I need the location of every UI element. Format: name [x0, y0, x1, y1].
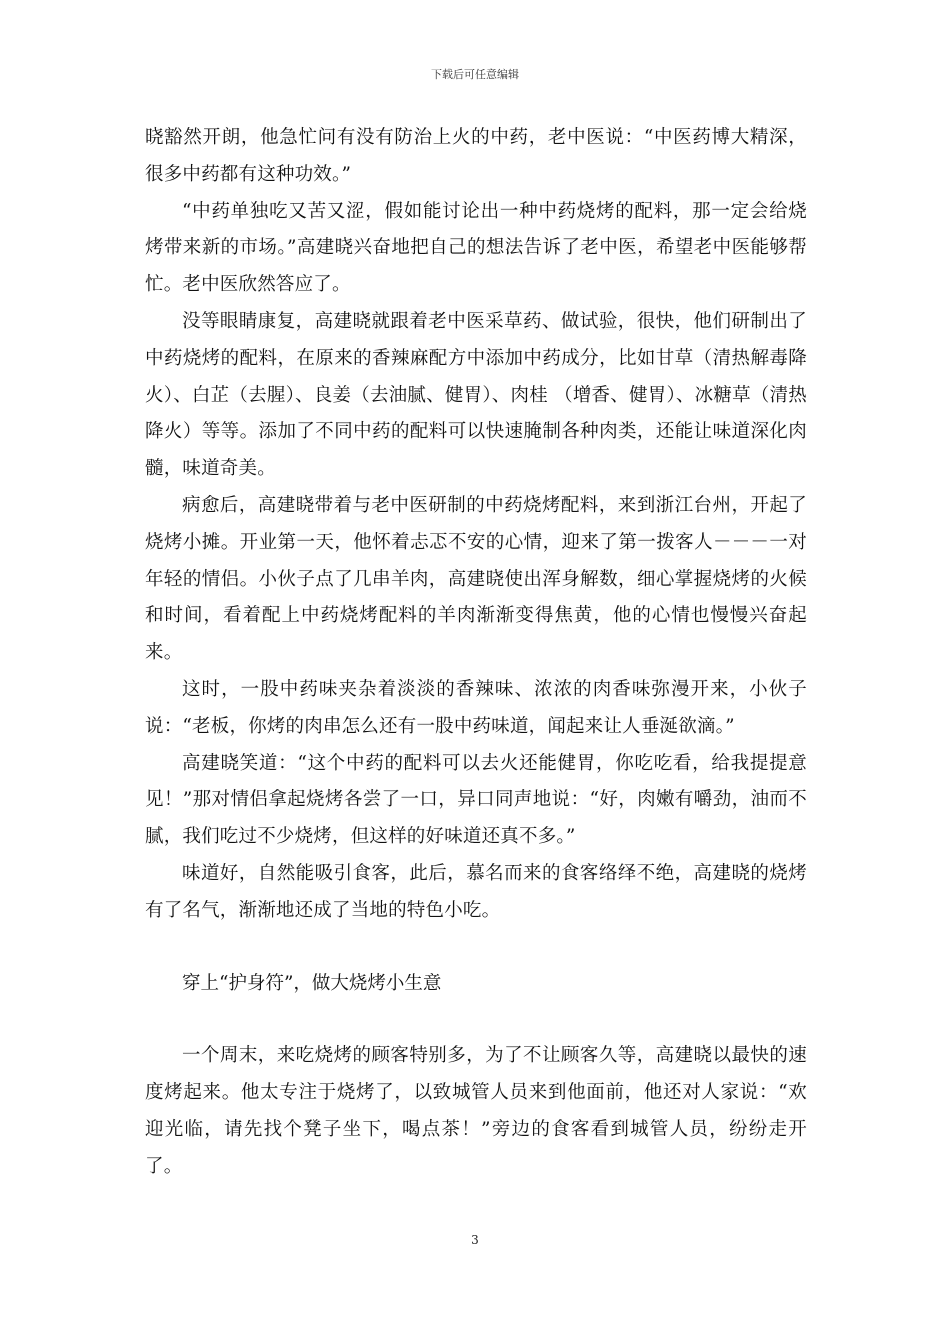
- paragraph-1: 晓豁然开朗，他急忙问有没有防治上火的中药，老中医说：“中医药博大精深，很多中药都有这种功效。”: [145, 127, 807, 185]
- paragraph-5: 这时，一股中药味夹杂着淡淡的香辣味、浓浓的肉香味弥漫开来，小伙子说：“老板，你烤的肉串怎么还有一股中药味道，闻起来让人垂涎欲滴。”: [145, 678, 807, 737]
- page-number: 3: [471, 1233, 479, 1247]
- page-header: 下载后可任意编辑: [431, 68, 519, 81]
- paragraph-8: 一个周末，来吃烧烤的顾客特别多，为了不让顾客久等，高建晓以最快的速度烤起来。他太专注于烧烤了，以致城管人员来到他面前，他还对人家说：“欢迎光临，请先找个凳子坐下，喝点茶！”旁边的食客看到城管人员，纷纷走开了。: [145, 1045, 807, 1177]
- paragraph-3: 没等眼睛康复，高建晓就跟着老中医采草药、做试验，很快，他们研制出了中药烧烤的配料，在原来的香辣麻配方中添加中药成分，比如甘草（清热解毒降火）、白芷（去腥）、良姜（去油腻、健胃）、肉桂 （增香、健胃）、冰糖草（清热降火）等等。添加了不同中药的配料可以快速腌制各种肉类，还能让味道深化肉髓，味道奇美。: [145, 310, 807, 480]
- paragraph-6: 高建晓笑道：“这个中药的配料可以去火还能健胃，你吃吃看，给我提提意见！”那对情侣拿起烧烤各尝了一口，异口同声地说：“好，肉嫩有嚼劲，油而不腻，我们吃过不少烧烤，但这样的好味道还真不多。”: [145, 752, 807, 848]
- document-body: [145, 120, 807, 1186]
- section-heading: 穿上“护身符”，做大烧烤小生意: [182, 972, 442, 994]
- paragraph-2: “中药单独吃又苦又涩，假如能讨论出一种中药烧烤的配料，那一定会给烧烤带来新的市场。”高建晓兴奋地把自己的想法告诉了老中医，希望老中医能够帮忙。老中医欣然答应了。: [145, 200, 807, 296]
- paragraph-7: 味道好，自然能吸引食客，此后，慕名而来的食客络绎不绝，高建晓的烧烤有了名气，渐渐地还成了当地的特色小吃。: [145, 862, 807, 921]
- paragraph-4: 病愈后，高建晓带着与老中医研制的中药烧烤配料，来到浙江台州，开起了烧烤小摊。开业第一天，他怀着忐忑不安的心情，迎来了第一拨客人－－－一对年轻的情侣。小伙子点了几串羊肉，高建晓使出浑身解数，细心掌握烧烤的火候和时间，看着配上中药烧烤配料的羊肉渐渐变得焦黄，他的心情也慢慢兴奋起来。: [145, 494, 807, 664]
